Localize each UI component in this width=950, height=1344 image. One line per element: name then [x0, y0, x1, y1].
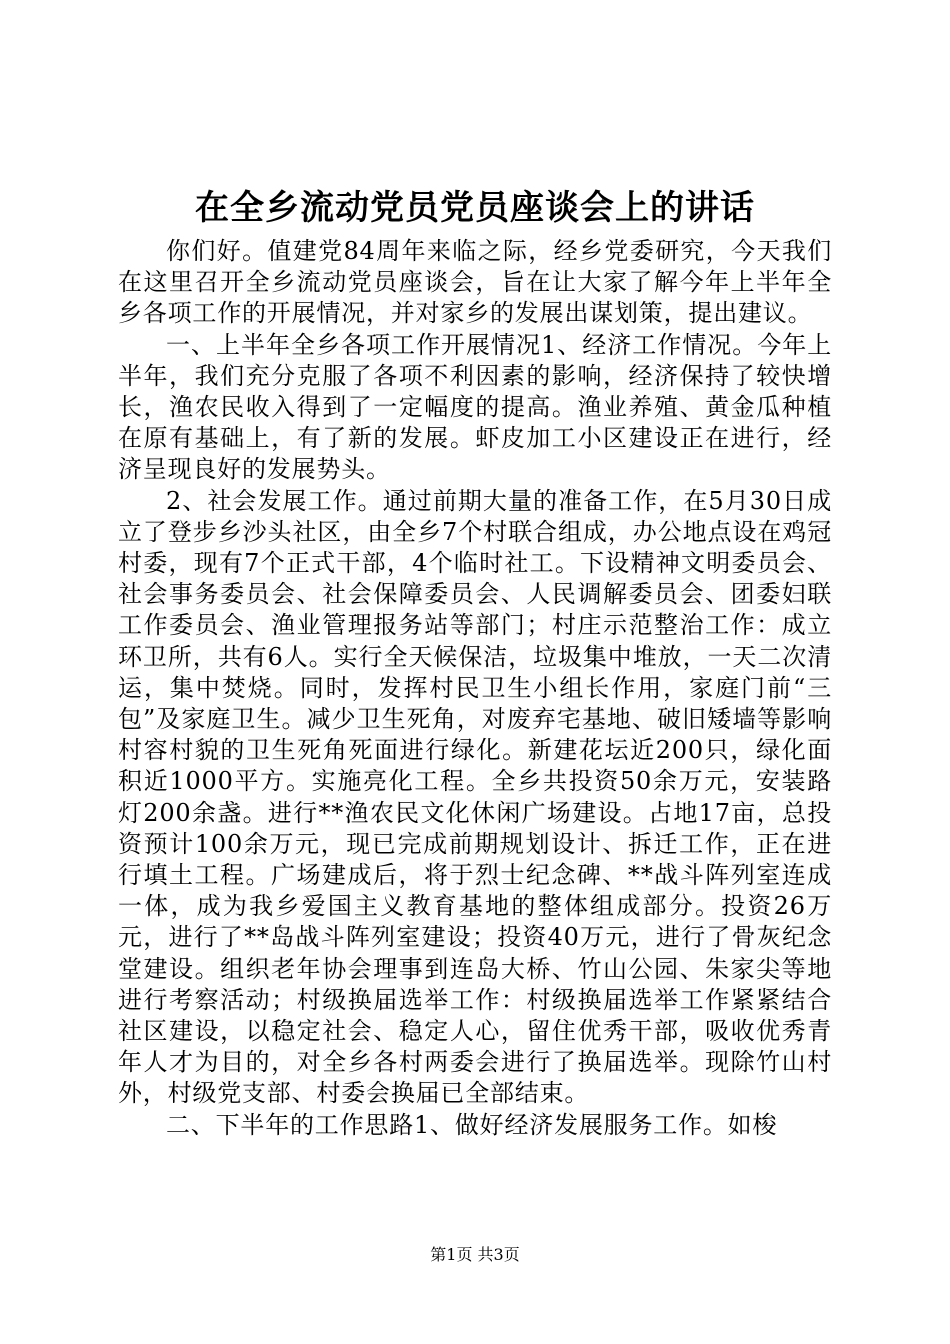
document-title: 在全乡流动党员党员座谈会上的讲话: [195, 188, 755, 228]
paragraph-first-half-overview: 一、上半年全乡各项工作开展情况1、经济工作情况。今年上半年，我们充分克服了各项不利因素的影响，经济保持了较快增长，渔农民收入得到了一定幅度的提高。渔业养殖、黄金瓜种植在原有基础上，有了新的发展。虾皮加工小区建设正在进行，经济呈现良好的发展势头。: [118, 330, 832, 484]
page-number-footer: 第1页 共3页: [430, 1245, 520, 1264]
paragraph-second-half-plan: 二、下半年的工作思路1、做好经济发展服务工作。如梭: [166, 1110, 778, 1139]
paragraph-social-development: 2、社会发展工作。通过前期大量的准备工作，在5月30日成立了登步乡沙头社区，由全乡7个村联合组成，办公地点设在鸡冠村委，现有7个正式干部，4个临时社工。下设精神文明委员会、社会事务委员会、社会保障委员会、人民调解委员会、团委妇联工作委员会、渔业管理报务站等部门；村庄示范整治工作：成立环卫所，共有6人。实行全天候保洁，垃圾集中堆放，一天二次清运，集中焚烧。同时，发挥村民卫生小组长作用，家庭门前“三包”及家庭卫生。减少卫生死角，对废弃宅基地、破旧矮墙等影响村容村貌的卫生死角死面进行绿化。新建花坛近200只，绿化面积近1000平方。实施亮化工程。全乡共投资50余万元，安装路灯200余盏。进行**渔农民文化休闲广场建设。占地17亩，总投资预计100余万元，现已完成前期规划设计、拆迁工作，正在进行填土工程。广场建成后，将于烈士纪念碑、**战斗阵列室连成一体，成为我乡爱国主义教育基地的整体组成部分。投资26万元，进行了**岛战斗阵列室建设；投资40万元，进行了骨灰纪念堂建设。组织老年协会理事到连岛大桥、竹山公园、朱家尖等地进行考察活动；村级换届选举工作：村级换届选举工作紧紧结合社区建设，以稳定社会、稳定人心，留住优秀干部，吸收优秀青年人才为目的，对全乡各村两委会进行了换届选举。现除竹山村外，村级党支部、村委会换届已全部结束。: [118, 486, 832, 1108]
paragraph-greeting: 你们好。值建党84周年来临之际，经乡党委研究，今天我们在这里召开全乡流动党员座谈会，旨在让大家了解今年上半年全乡各项工作的开展情况，并对家乡的发展出谋划策，提出建议。: [118, 237, 832, 328]
document-body: [118, 236, 832, 1141]
